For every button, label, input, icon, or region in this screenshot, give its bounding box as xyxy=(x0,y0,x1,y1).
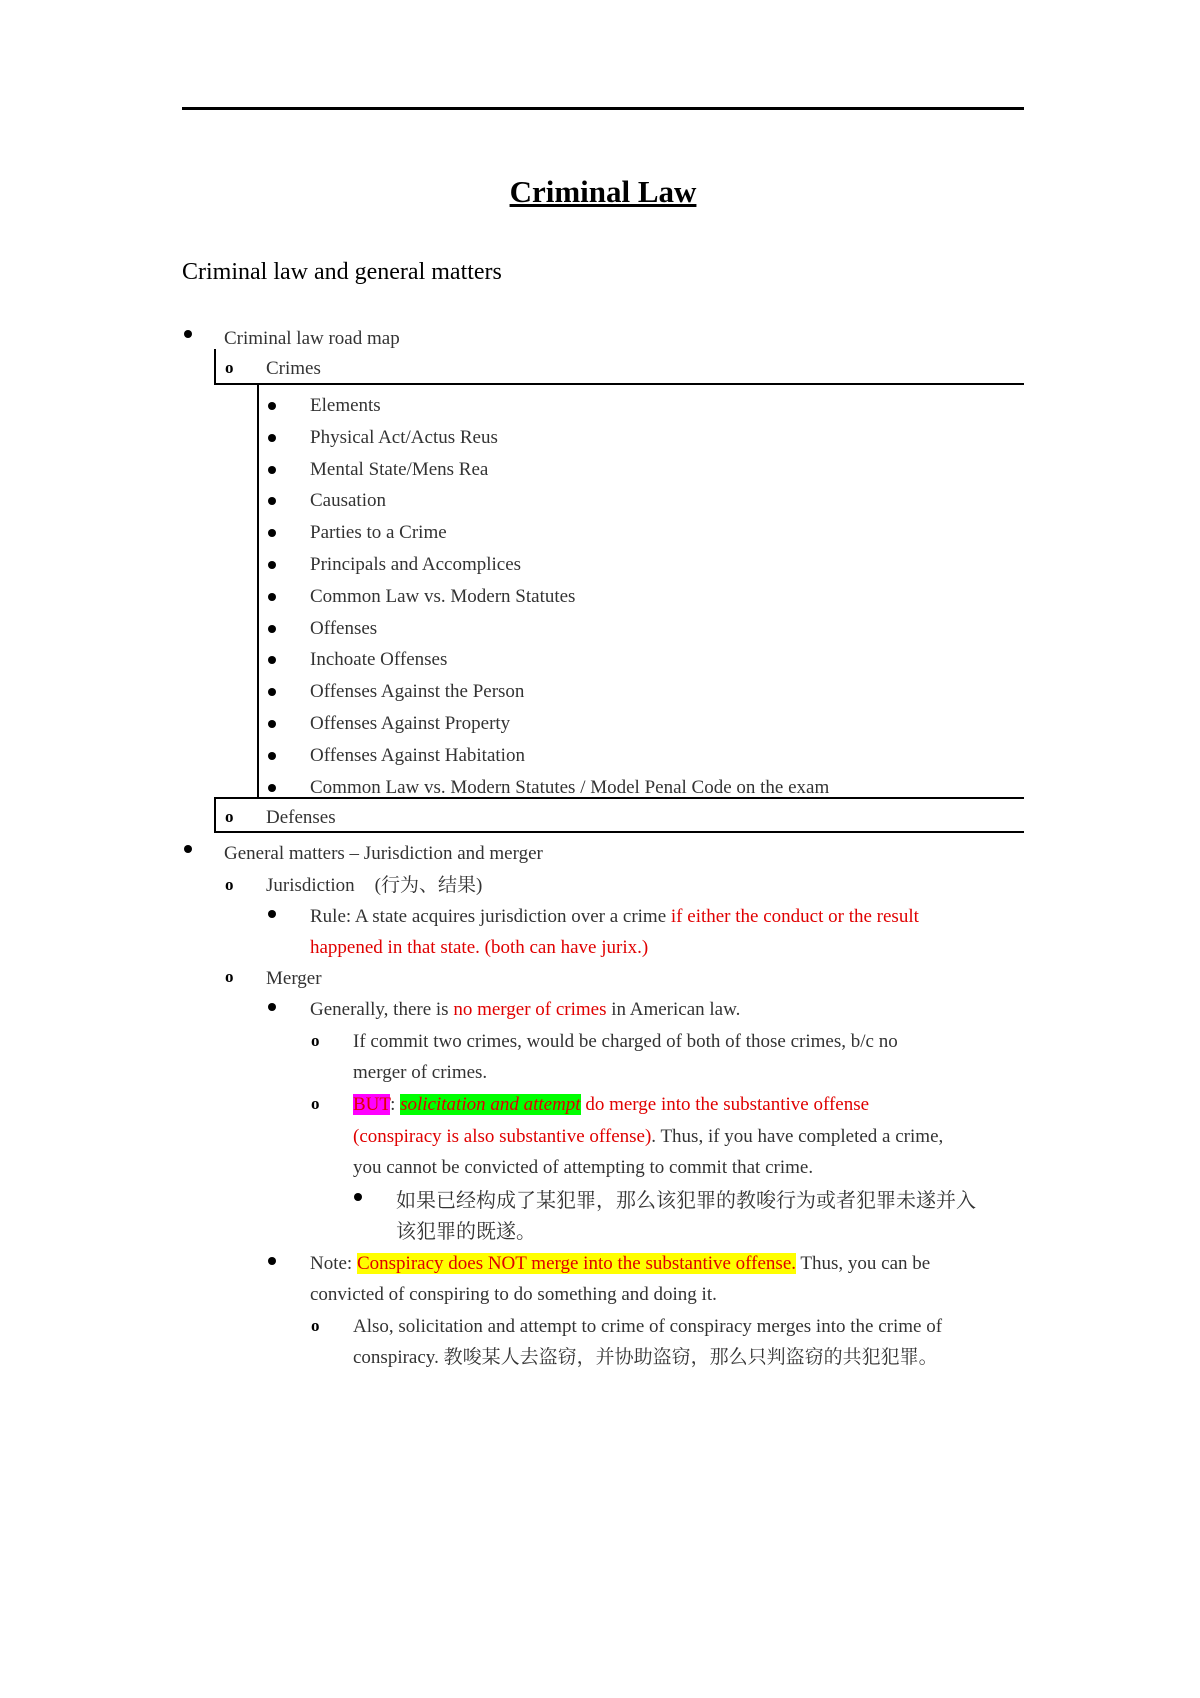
but-highlight: BUT xyxy=(353,1094,391,1115)
list-item xyxy=(310,997,740,1023)
rule-red-text: if either the conduct or the result xyxy=(670,906,919,927)
list-item-continued: happened in that state. (both can have jurix.) xyxy=(310,937,649,958)
rule-text: Rule: A state acquires jurisdiction over a crime xyxy=(310,906,671,927)
bullet-dot xyxy=(268,720,276,728)
jurisdiction-label: Jurisdiction xyxy=(266,875,355,896)
bullet-o: o xyxy=(311,1316,320,1335)
list-item: General matters – Jurisdiction and merger xyxy=(224,843,543,864)
bullet-dot xyxy=(268,1257,276,1265)
bullet-dot xyxy=(268,752,276,760)
list-item: If commit two crimes, would be charged of both of those crimes, b/c no xyxy=(353,1031,898,1052)
text: Thus, you can be xyxy=(796,1253,931,1274)
list-item: Merger xyxy=(266,968,322,989)
bullet-o: o xyxy=(225,358,234,377)
text: . Thus, if you have completed a crime, xyxy=(651,1126,944,1147)
bullet-dot xyxy=(184,330,192,338)
list-item: Also, solicitation and attempt to crime of conspiracy merges into the crime of xyxy=(353,1316,943,1337)
text: Note: xyxy=(310,1253,357,1274)
crime-list-item: Principals and Accomplices xyxy=(310,554,522,575)
bullet-dot xyxy=(268,561,276,569)
bullet-dot xyxy=(184,845,192,853)
bullet-o: o xyxy=(225,807,234,826)
bullet-dot xyxy=(268,434,276,442)
bullet-dot xyxy=(268,593,276,601)
list-item-continued: you cannot be convicted of attempting to commit that crime. xyxy=(353,1157,814,1178)
list-item-continued: convicted of conspiring to do something and doing it. xyxy=(310,1284,717,1305)
text: Generally, there is xyxy=(310,999,454,1020)
section-heading: Criminal law and general matters xyxy=(182,259,502,285)
crime-list-item: Elements xyxy=(310,395,381,416)
list-item-continued: merger of crimes. xyxy=(353,1062,488,1083)
list-item xyxy=(310,1251,930,1277)
crime-list-item: Causation xyxy=(310,490,386,512)
crime-list-item: Offenses Against the Person xyxy=(310,681,525,703)
crime-list-item: Mental State/Mens Rea xyxy=(310,458,489,480)
list-item: Defenses xyxy=(266,807,336,828)
table-border xyxy=(214,831,1024,833)
list-item xyxy=(353,1092,869,1118)
list-item-continued: 该犯罪的既遂。 xyxy=(396,1219,536,1243)
bullet-dot xyxy=(268,1003,276,1011)
list-item-continued: conspiracy. 教唆某人去盗窃，并协助盗窃，那么只判盗窃的共犯犯罪。 xyxy=(353,1347,938,1368)
crime-list-item: Common Law vs. Modern Statutes xyxy=(310,585,576,607)
solicitation-highlight: solicitation and attempt xyxy=(400,1094,581,1115)
list-item xyxy=(310,904,919,930)
red-text: do merge into the substantive offense xyxy=(580,1094,870,1115)
crime-list-item: Physical Act/Actus Reus xyxy=(310,426,498,448)
red-text: (conspiracy is also substantive offense) xyxy=(353,1126,652,1147)
crime-list-item: Parties to a Crime xyxy=(310,522,447,544)
table-border xyxy=(257,384,259,798)
note-highlight: Conspiracy does NOT merge into the substantive offense. xyxy=(356,1253,797,1274)
bullet-o: o xyxy=(225,875,234,894)
table-border xyxy=(214,383,1024,385)
list-item: 如果已经构成了某犯罪，那么该犯罪的教唆行为或者犯罪未遂并入 xyxy=(396,1188,976,1212)
bullet-o: o xyxy=(311,1031,320,1050)
bullet-dot xyxy=(268,688,276,696)
bullet-dot xyxy=(354,1193,362,1201)
text: : xyxy=(390,1094,401,1115)
bullet-dot xyxy=(268,625,276,633)
bullet-dot xyxy=(268,466,276,474)
crime-list-item: Offenses Against Habitation xyxy=(310,744,525,766)
bullet-dot xyxy=(268,910,276,918)
crime-list-item: Inchoate Offenses xyxy=(310,649,448,671)
jurisdiction-note: (行为、结果) xyxy=(374,875,483,896)
list-item-continued xyxy=(353,1124,943,1150)
red-text: no merger of crimes xyxy=(453,999,607,1020)
crime-list-item: Offenses xyxy=(310,617,378,639)
text: in American law. xyxy=(606,999,741,1020)
table-border xyxy=(214,798,216,832)
list-item xyxy=(266,873,482,899)
bullet-o: o xyxy=(225,967,234,986)
list-item: Criminal law road map xyxy=(224,328,400,349)
crime-list-item: Common Law vs. Modern Statutes / Model Penal Code on the exam xyxy=(310,776,830,798)
bullet-dot xyxy=(268,497,276,505)
bullet-dot xyxy=(268,656,276,664)
top-rule xyxy=(182,107,1024,110)
bullet-dot xyxy=(268,529,276,537)
bullet-dot xyxy=(268,402,276,410)
bullet-o: o xyxy=(311,1094,320,1113)
table-border xyxy=(214,349,216,384)
page-title: Criminal Law xyxy=(509,174,697,209)
crime-list-item: Offenses Against Property xyxy=(310,713,511,734)
bullet-dot xyxy=(268,784,276,792)
list-item: Crimes xyxy=(266,358,321,379)
